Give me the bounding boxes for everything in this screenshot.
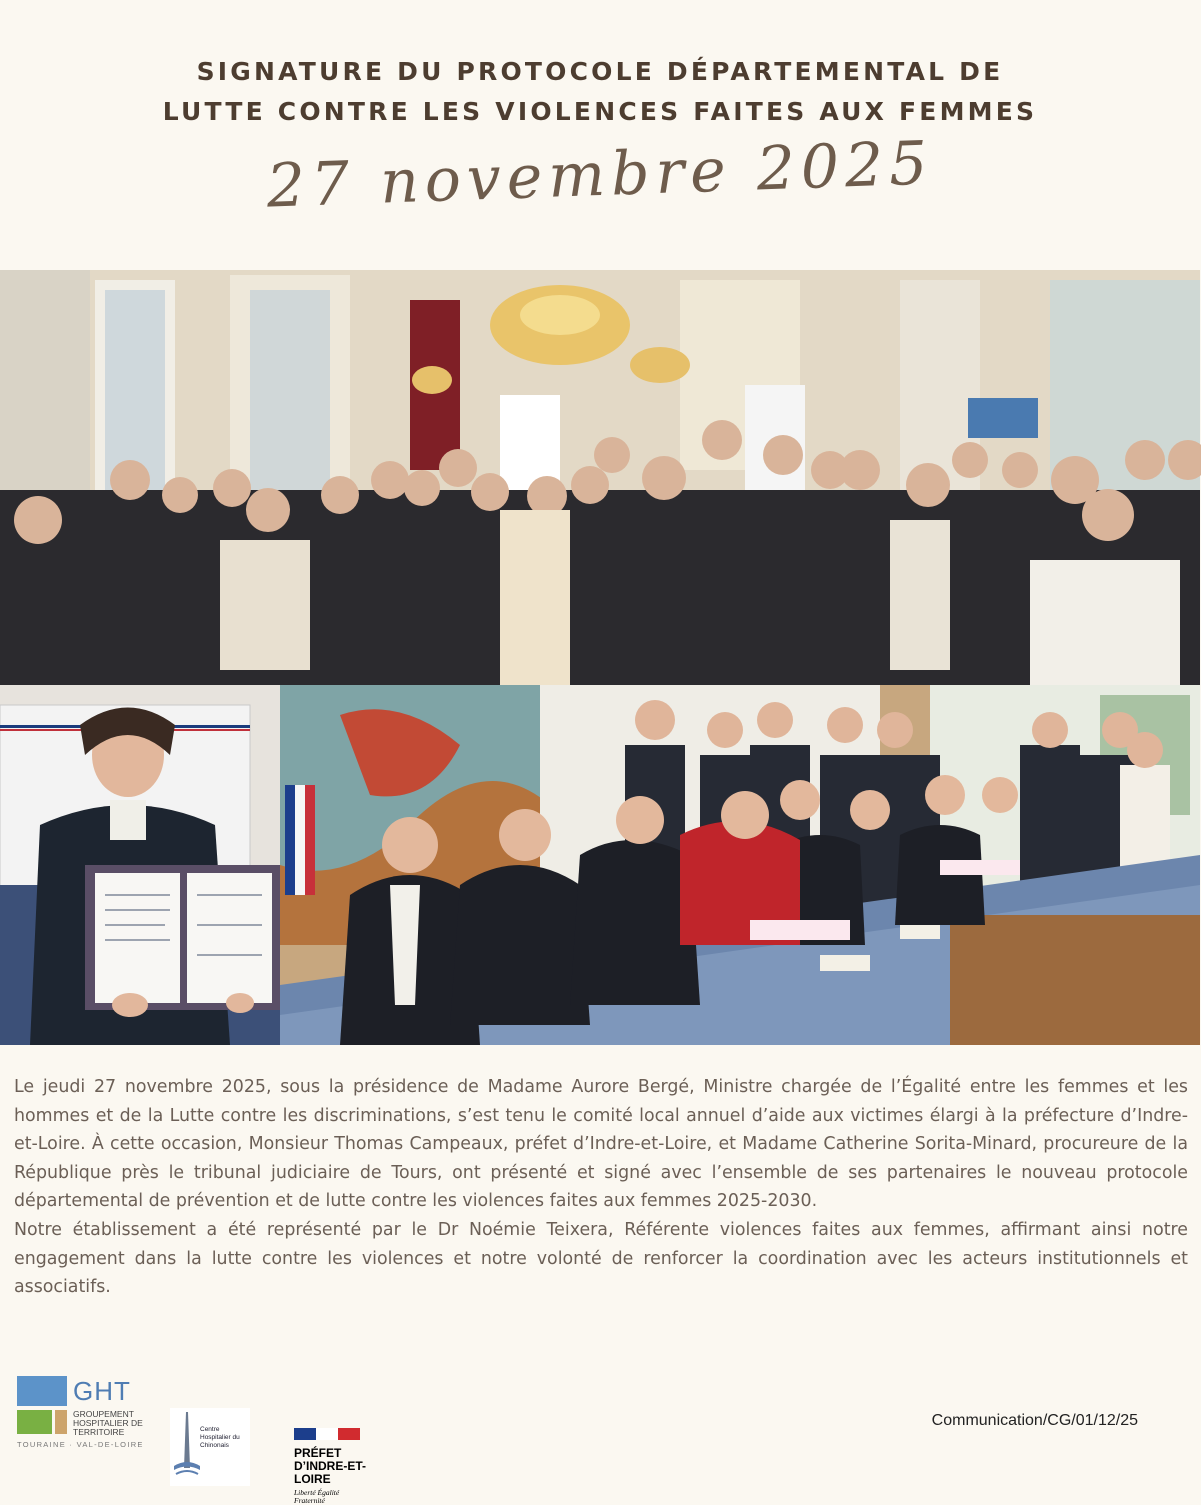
chinonais-tower-icon bbox=[172, 1408, 202, 1486]
title-line-2: LUTTE CONTRE LES VIOLENCES FAITES AUX FEMMES bbox=[162, 97, 1038, 126]
ght-logo-region: TOURAINE · VAL-DE-LOIRE bbox=[17, 1440, 144, 1449]
ght-logo-tan-block bbox=[55, 1410, 67, 1434]
signing-ceremony-photo bbox=[280, 685, 1200, 1045]
prefet-logo bbox=[294, 1428, 384, 1505]
chinonais-hospital-logo bbox=[170, 1408, 250, 1486]
communication-reference: Communication/CG/01/12/25 bbox=[931, 1412, 1138, 1429]
ght-logo-green-block bbox=[17, 1410, 52, 1434]
title-line-1: SIGNATURE DU PROTOCOLE DÉPARTEMENTAL DE bbox=[196, 57, 1004, 86]
prefet-logo-title: PRÉFET D’INDRE-ET-LOIRE bbox=[294, 1446, 366, 1486]
ght-logo-blue-block bbox=[17, 1376, 67, 1406]
paragraph-representation: Notre établissement a été représenté par le Dr Noémie Teixera, Référente violences faites aux femmes, affirmant ainsi notre engagement dans la lutte contre les violences et notre volonté de renforcer la coordination avec les acteurs institutionnels et associatifs. bbox=[14, 1219, 1188, 1298]
chinonais-logo-name: Centre Hospitalier du Chinonais bbox=[200, 1426, 240, 1449]
page-title bbox=[0, 52, 1200, 132]
paragraph-event: Le jeudi 27 novembre 2025, sous la présidence de Madame Aurore Bergé, Ministre chargée de l’Égalité entre les femmes et les hommes et de la Lutte contre les discriminations, s’est tenu le comité local annuel d’aide aux victimes élargi à la préfecture d’Indre-et-Loire. À cette occasion, Monsieur Thomas Campeaux, préfet d’Indre-et-Loire, et Madame Catherine Sorita-Minard, procureure de la République près le tribunal judiciaire de Tours, ont présenté et signé avec l’ensemble de ses partenaires le nouveau protocole départemental de prévention et de lutte contre les violences faites aux femmes 2025-2030. bbox=[14, 1077, 1188, 1212]
marianne-flag-icon bbox=[294, 1428, 360, 1440]
article-text bbox=[14, 1073, 1188, 1302]
ght-logo-subtitle: GROUPEMENT HOSPITALIER DE TERRITOIRE bbox=[73, 1409, 143, 1437]
woman-holding-protocol-photo bbox=[0, 685, 280, 1045]
group-photo bbox=[0, 270, 1200, 685]
prefet-logo-motto: Liberté Égalité Fraternité bbox=[294, 1488, 340, 1505]
event-date: 27 novembre 2025 bbox=[265, 128, 935, 222]
ght-logo bbox=[17, 1376, 152, 1486]
ght-logo-letters: GHT bbox=[73, 1376, 131, 1406]
